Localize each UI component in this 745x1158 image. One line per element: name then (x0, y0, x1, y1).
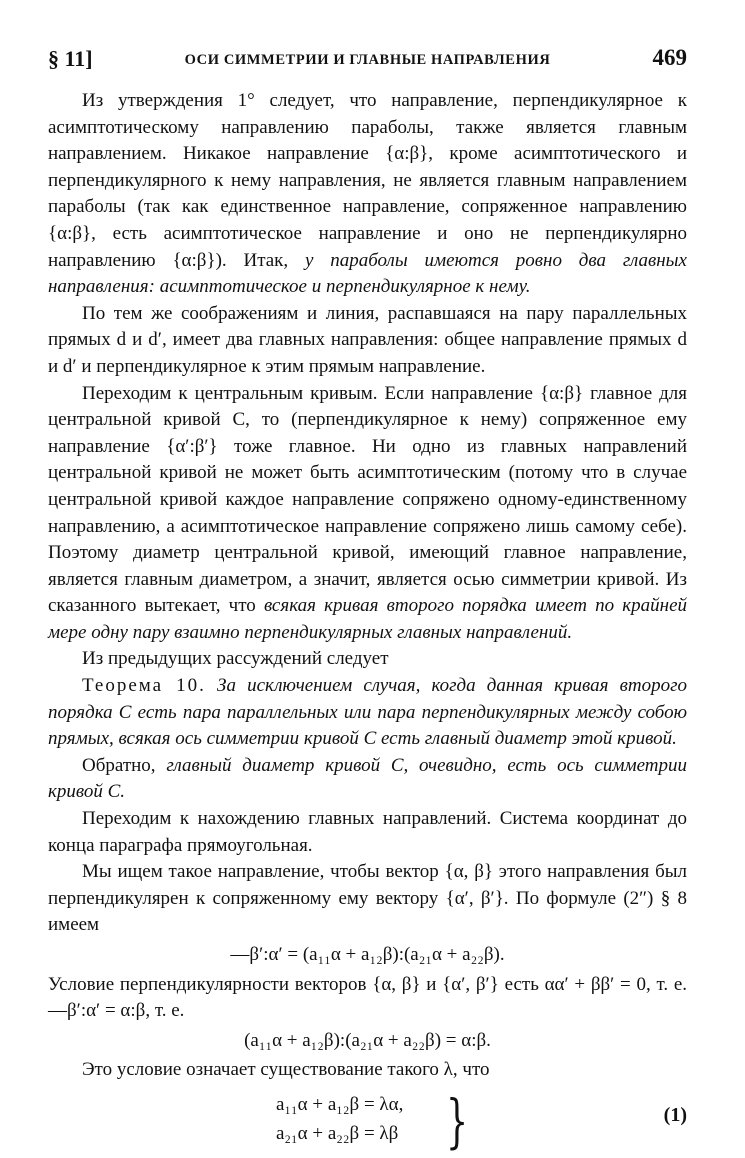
system-line-1: a₁₁α + a₁₂β = λα, (276, 1093, 404, 1115)
paragraph-converse (48, 753, 687, 806)
right-brace-icon: } (446, 1086, 469, 1155)
paragraph-perpendicular-condition: Условие перпендикулярности векторов {α, β} и {α′, β′} есть αα′ + ββ′ = 0, т. е. —β′:α′ = α:β, т. е. (48, 973, 687, 1022)
equation-number: (1) (663, 1103, 687, 1126)
paragraph-parallel-lines: По тем же соображениям и линия, распавшаяся на пару параллельных прямых d и d′, имеет два главных направления: общее направление прямых d и d′ и перпендикулярное к этим прямым направление. (48, 302, 687, 377)
section-number: § 11] (48, 46, 93, 71)
theorem-label: Теорема 10. (82, 675, 206, 697)
header-title: ОСИ СИММЕТРИИ И ГЛАВНЫЕ НАПРАВЛЕНИЯ (184, 52, 551, 68)
theorem-text: За исключением случая, когда данная кривая второго порядка C есть пара параллельных или пара перпендикулярных между собою прямых, всякая ось симметрии кривой C есть главный диаметр этой кривой. (48, 675, 687, 750)
paragraph-emphasis: всякая кривая второго порядка имеет по крайней мере одну пару взаимно перпендикулярных главных направлений. (48, 595, 688, 643)
paragraph-text: Обратно, (82, 754, 167, 776)
paragraph-emphasis: главный диаметр кривой C, очевидно, есть ось симметрии кривой C. (48, 754, 687, 803)
paragraph-lambda: Это условие означает существование такого λ, что (82, 1059, 490, 1081)
page-number: 469 (652, 45, 687, 70)
formula-ratio: (a₁₁α + a₁₂β):(a₂₁α + a₂₂β) = α:β. (244, 1029, 491, 1051)
running-header (48, 46, 687, 72)
paragraph-text: Переходим к центральным кривым. Если направление {α:β} главное для центральной кривой C, то (перпендикулярное к нему) сопряженное ему направление {α′:β′} тоже главное. Ни одно из главных направлений центральной кривой не может быть асимптотическим (потому что в случае центральной кривой каждое направление сопряжено одному-единственному направлению, а асимптотическое направление сопряжено лишь самому себе). Поэтому диаметр центральной кривой, имеющий главное направление, является главным диаметром, а значит, является осью симметрии кривой. Из сказанного вытекает, что (48, 382, 687, 617)
paragraph-consequence: Из предыдущих рассуждений следует (82, 648, 389, 670)
formula-conjugate: —β′:α′ = (a₁₁α + a₁₂β):(a₂₁α + a₂₂β). (230, 944, 505, 965)
paragraph-finding-directions: Переходим к нахождению главных направлений. Система координат до конца параграфа прямоугольная. (48, 808, 687, 856)
theorem-10 (48, 673, 687, 753)
paragraph-parabola (48, 88, 687, 301)
paragraph-text: Из утверждения 1° следует, что направление, перпендикулярное к асимптотическому направлению параболы, также является главным направлением. Никакое направление {α:β}, кроме асимптотического и перпендикулярного к нему направления, не является главным направлением параболы (так как единственное направление, сопряженное направлению {α:β}, есть асимптотическое направление и оно не перпендикулярно направлению {α:β}). Итак, (48, 90, 687, 271)
paragraph-vector-search: Мы ищем такое направление, чтобы вектор {α, β} этого направления был перпендикулярен к сопряженному ему вектору {α′, β′}. По формуле (2″) § 8 имеем (48, 861, 687, 936)
equation-system (48, 1088, 687, 1158)
paragraph-central-curves (48, 381, 687, 647)
page-body (48, 88, 687, 1158)
system-lines (276, 1090, 403, 1148)
paragraph-emphasis: у параболы имеются ровно два главных направления: асимптотическое и перпендикулярное к нему. (48, 249, 687, 298)
system-line-2: a₂₁α + a₂₂β = λβ (276, 1122, 399, 1144)
